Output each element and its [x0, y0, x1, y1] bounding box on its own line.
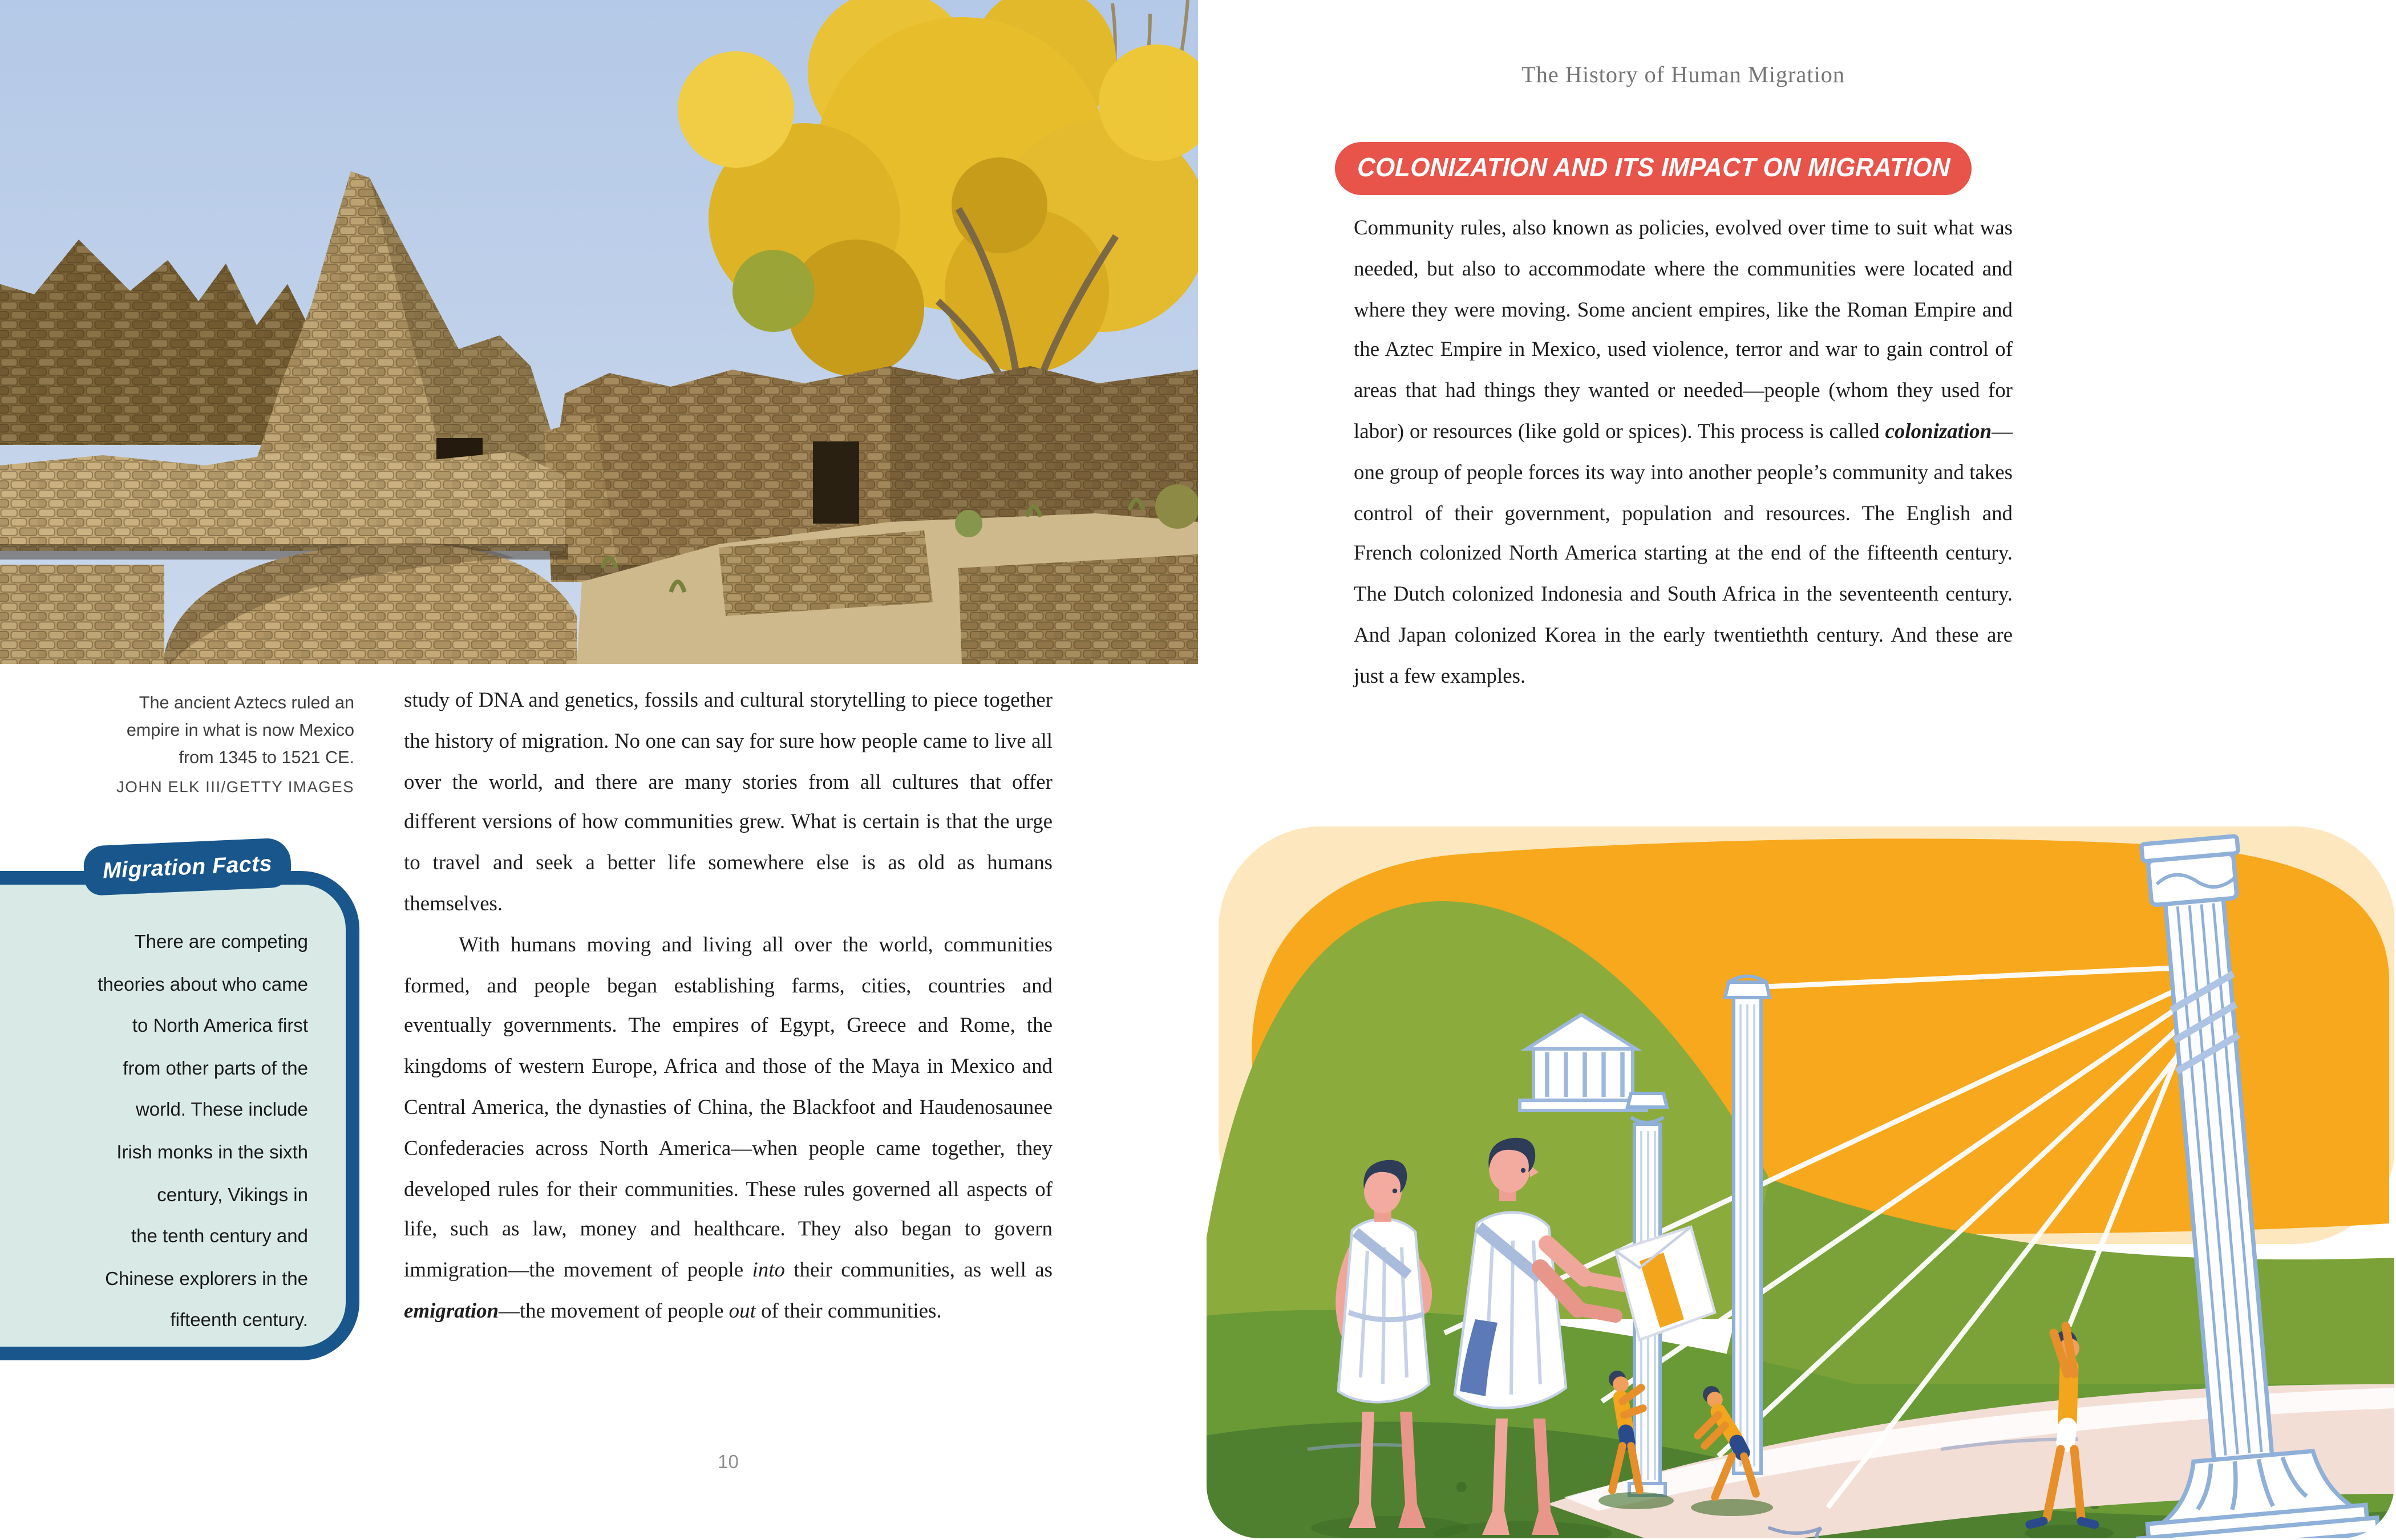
left-body-column [404, 681, 1053, 1332]
greek-columns-illustration [1205, 820, 2396, 1540]
body-paragraph: study of DNA and genetics, fossils and cultural storytelling to piece together the history of migration. No one can say for sure how people came to live all over the world, and there are many stories from all cultures that offer different versions of how communities grew. What is certain is that the urge to travel and seek a better life somewhere else is as old as humans themselves. [404, 688, 1053, 915]
running-head: The History of Human Migration [1521, 62, 1845, 87]
right-body-column [1354, 209, 2013, 698]
section-banner [1335, 142, 1972, 195]
fact-box-title: Migration Facts [102, 850, 273, 884]
aztec-ruins-photo [0, 0, 1198, 664]
body-paragraph: Community rules, also known as policies, evolved over time to suit what was needed, but also to accommodate where the communities were located and where they were moving. Some ancient empires, like the Roman Empire and the Aztec Empire in Mexico, used violence, terror and war to gain control of areas that had things they wanted or needed—people (whom they used for labor) or resources (like gold or spices). This process is called colonization—one group of people forces its way into another people’s community and takes control of their government, population and resources. The English and French colonized North America starting at the end of the fifteenth century. The Dutch colonized Indonesia and South Africa in the seventeenth century. And Japan colonized Korea in the early twentiethth century. And these are just a few examples. [1354, 216, 2013, 688]
photo-credit: JOHN ELK III/GETTY IMAGES [116, 779, 354, 796]
photo-caption-text: The ancient Aztecs ruled an empire in what is now Mexico from 1345 to 1521 CE. [126, 695, 354, 768]
window-opening [813, 441, 859, 524]
page-number: 10 [718, 1453, 739, 1473]
body-paragraph: With humans moving and living all over the world, communities formed, and people began establishing farms, cities, countries and eventually governments. The empires of Egypt, Greece and Rome, the kingdoms of western Europe, Africa and those of the Maya in Mexico and Central America, the dynasties of China, the Blackfoot and Haudenosaunee Confederacies across North America—when people came together, they developed rules for their communities. These rules governed all aspects of life, such as law, money and healthcare. They also began to govern immigration—the movement of people into their communities, as well as emigration—the movement of people out of their communities. [404, 932, 1053, 1323]
photo-caption [68, 691, 354, 801]
fact-box-text: There are competing theories about who came to North America first from other parts of the world. These include Irish monks in the sixth century, Vikings in the tenth century and Chinese explorers in the fifteenth century. [98, 933, 308, 1332]
right-page [1198, 0, 2396, 1540]
section-banner-label: COLONIZATION AND ITS IMPACT ON MIGRATION [1356, 153, 1950, 183]
fact-box [0, 871, 359, 1360]
fact-box-tab [83, 837, 292, 896]
